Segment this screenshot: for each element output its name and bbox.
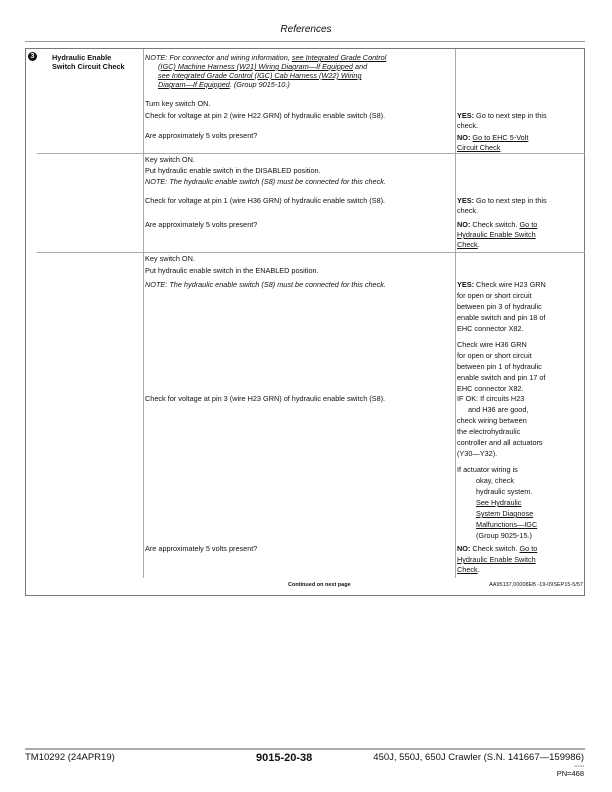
header-rule [25, 41, 585, 42]
step-number-badge: 3 [28, 52, 37, 61]
question-text: Are approximately 5 volts present? [145, 544, 258, 553]
step-text: Key switch ON. [145, 155, 195, 164]
switch-check-link[interactable]: Go to [519, 220, 538, 229]
yes-result: enable switch and pin 18 of [457, 313, 546, 322]
actuator-text: hydraulic system. [476, 487, 533, 496]
if-ok-text: the electrohydraulic [457, 427, 521, 436]
no-result: Check. [457, 240, 480, 249]
reference-code: AA95137,00008EB -19-09SEP15-5/57 [489, 582, 583, 588]
yes-result: YES: Go to next step in this [457, 196, 547, 205]
actuator-text: (Group 9025-15.) [476, 531, 532, 540]
w22-link[interactable]: Diagram—If Equipped [158, 80, 230, 89]
yes-result: between pin 3 of hydraulic [457, 302, 542, 311]
step-text: Key switch ON. [145, 254, 195, 263]
h36-check: EHC connector X82. [457, 384, 524, 393]
date-code: 042419 [573, 764, 584, 768]
hydraulic-diagnose-link[interactable]: System Diagnose [476, 509, 534, 518]
page-number: 9015-20-38 [256, 752, 313, 764]
if-ok-text: check wiring between [457, 416, 527, 425]
yes-result: YES: Check wire H23 GRN [457, 280, 546, 289]
step-title: Switch Circuit Check [52, 62, 125, 71]
continued-notice: Continued on next page [288, 582, 351, 588]
step-text: Turn key switch ON. [145, 99, 211, 108]
if-ok-text: IF OK: If circuits H23 [457, 394, 525, 403]
h36-check: for open or short circuit [457, 351, 532, 360]
no-result: Check. [457, 565, 480, 574]
h36-check: between pin 1 of hydraulic [457, 362, 542, 371]
no-result: NO: Check switch. Go to [457, 220, 538, 229]
note-text: Diagram—If Equipped. (Group 9015-10.) [158, 80, 290, 89]
switch-check-link[interactable]: Check [457, 240, 478, 249]
switch-check-link[interactable]: Hydraulic Enable Switch [457, 230, 536, 239]
hydraulic-diagnose-link[interactable]: See Hydraulic [476, 498, 522, 507]
ehc-5v-link[interactable]: Circuit Check [457, 143, 501, 152]
yes-result: check. [457, 206, 479, 215]
no-result: NO: Check switch. Go to [457, 544, 538, 553]
note-text: NOTE: For connector and wiring information, see Integrated Grade Control [145, 53, 387, 62]
if-ok-text: controller and all actuators [457, 438, 543, 447]
if-ok-text: and H36 are good, [468, 405, 529, 414]
h36-check: enable switch and pin 17 of [457, 373, 546, 382]
column-divider [143, 49, 144, 578]
switch-check-link[interactable]: Check [457, 565, 478, 574]
step-text: Check for voltage at pin 1 (wire H36 GRN) of hydraulic enable switch (S8). [145, 196, 386, 205]
step-text: Check for voltage at pin 2 (wire H22 GRN) of hydraulic enable switch (S8). [145, 111, 386, 120]
actuator-text: okay, check [476, 476, 514, 485]
ehc-5v-link[interactable]: Go to EHC 5-Volt [472, 133, 529, 142]
switch-check-link[interactable]: Hydraulic Enable Switch [457, 555, 536, 564]
row-divider [37, 153, 585, 154]
igc-link[interactable]: see Integrated Grade Control [291, 53, 387, 62]
yes-result: for open or short circuit [457, 291, 532, 300]
column-divider [455, 49, 456, 578]
hydraulic-diagnose-link[interactable]: Malfunctions—IGC [476, 520, 538, 529]
step-text: Check for voltage at pin 3 (wire H23 GRN) of hydraulic enable switch (S8). [145, 394, 386, 403]
question-text: Are approximately 5 volts present? [145, 131, 258, 140]
row-divider [37, 252, 585, 253]
actuator-text: If actuator wiring is [457, 465, 518, 474]
note-text: NOTE: The hydraulic enable switch (S8) must be connected for this check. [145, 280, 386, 289]
pn-number: PN=468 [556, 769, 584, 778]
step-text: Put hydraulic enable switch in the ENABLED position. [145, 266, 319, 275]
footer-rule [25, 748, 585, 750]
manual-id: TM10292 (24APR19) [25, 752, 115, 763]
model-info: 450J, 550J, 650J Crawler (S.N. 141667—159986) [373, 752, 584, 763]
if-ok-text: (Y30—Y32). [457, 449, 498, 458]
question-text: Are approximately 5 volts present? [145, 220, 258, 229]
switch-check-link[interactable]: Go to [519, 544, 538, 553]
note-text: (IGC) Machine Harness (W21) Wiring Diagram—If Equipped and [158, 62, 368, 71]
step-text: Put hydraulic enable switch in the DISABLED position. [145, 166, 321, 175]
yes-result: YES: Go to next step in this [457, 111, 547, 120]
step-title: Hydraulic Enable [52, 53, 112, 62]
w22-link[interactable]: see Integrated Grade Control (IGC) Cab Harness (W22) Wiring [158, 71, 362, 80]
h36-check: Check wire H36 GRN [457, 340, 527, 349]
note-text: NOTE: The hydraulic enable switch (S8) must be connected for this check. [145, 177, 386, 186]
page-header-title: References [280, 24, 332, 35]
no-result: NO: Go to EHC 5-Volt [457, 133, 529, 142]
w21-link[interactable]: (IGC) Machine Harness (W21) Wiring Diagram—If Equipped [158, 62, 353, 71]
yes-result: check. [457, 121, 479, 130]
yes-result: EHC connector X82. [457, 324, 524, 333]
